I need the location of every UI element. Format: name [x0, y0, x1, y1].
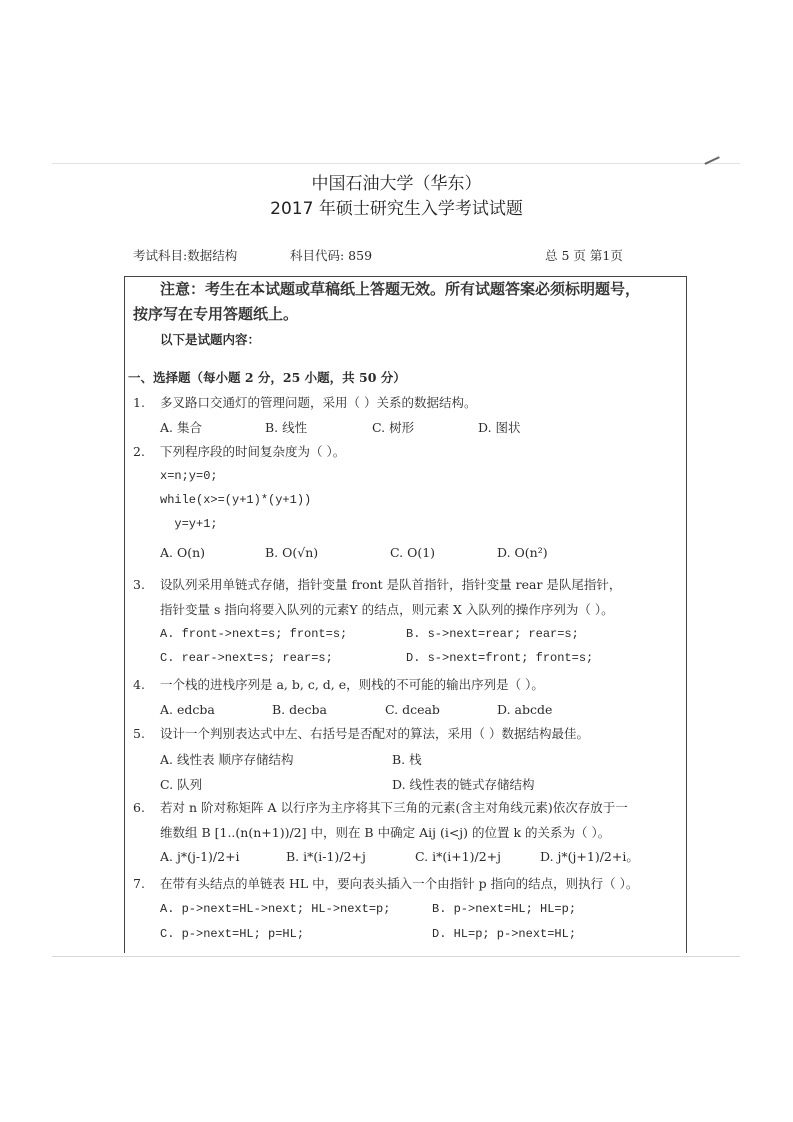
- option-d: D. s->next=front; front=s;: [406, 651, 594, 665]
- option-d: D. 图状: [478, 420, 521, 435]
- option-a: A. j*(j-1)/2+i: [160, 849, 240, 864]
- question-text: 设计一个判别表达式中左、右括号是否配对的算法，采用（ ）数据结构最佳。: [160, 726, 589, 741]
- notice-line-2: 按序写在专用答题纸上。: [133, 305, 299, 323]
- code-line: x=n;y=0;: [160, 469, 218, 483]
- option-b: B. 栈: [392, 752, 422, 767]
- code-line: while(x>=(y+1)*(y+1)): [160, 493, 312, 507]
- option-b: B. i*(i-1)/2+j: [286, 849, 366, 864]
- question-number: 2.: [133, 444, 145, 459]
- code-line: y=y+1;: [160, 517, 218, 531]
- option-a: A. 集合: [160, 420, 202, 435]
- question-text: 下列程序段的时间复杂度为（ ）。: [160, 444, 346, 459]
- option-b: B. 线性: [265, 420, 308, 435]
- option-b: B. s->next=rear; rear=s;: [406, 627, 579, 641]
- page-count: 总 5 页 第1页: [545, 248, 623, 263]
- option-c: C. dceab: [385, 702, 440, 717]
- option-a: A. edcba: [160, 702, 215, 717]
- question-number: 1.: [133, 395, 145, 410]
- option-b: B. p->next=HL; HL=p;: [432, 902, 577, 916]
- exam-subject: 考试科目:数据结构: [133, 248, 238, 263]
- option-a: A. p->next=HL->next; HL->next=p;: [160, 902, 391, 916]
- option-c: C. i*(i+1)/2+j: [415, 849, 502, 864]
- option-b: B. O(√n): [265, 545, 319, 560]
- question-text: 多叉路口交通灯的管理问题，采用（ ）关系的数据结构。: [160, 395, 477, 410]
- question-number: 5.: [133, 726, 145, 741]
- university-title: 中国石油大学（华东）: [311, 174, 482, 194]
- option-a: A. front->next=s; front=s;: [160, 627, 348, 641]
- option-d: D. j*(j+1)/2+i。: [540, 849, 639, 864]
- question-text: 在带有头结点的单链表 HL 中，要向表头插入一个由指针 p 指向的结点，则执行（ ）。: [160, 876, 639, 891]
- question-text: 若对 n 阶对称矩阵 A 以行序为主序将其下三角的元素(含主对角线元素)依次存放于一: [160, 800, 628, 815]
- question-text: 指针变量 s 指向将要入队列的元素Y 的结点，则元素 X 入队列的操作序列为（ ）。: [160, 602, 614, 617]
- question-number: 6.: [133, 800, 145, 815]
- question-text: 维数组 B [1..(n(n+1))/2] 中，则在 B 中确定 Aij (i<j) 的位置 k 的关系为（ ）。: [160, 825, 611, 840]
- question-number: 3.: [133, 577, 145, 592]
- option-c: C. p->next=HL; p=HL;: [160, 927, 305, 941]
- content-intro: 以下是试题内容：: [160, 332, 261, 347]
- option-d: D. O(n²): [497, 545, 548, 560]
- notice-line-1: 注意：考生在本试题或草稿纸上答题无效。所有试题答案必须标明题号，: [160, 280, 641, 298]
- question-text: 一个栈的进栈序列是 a, b, c, d, e，则栈的不可能的输出序列是（ ）。: [160, 677, 544, 692]
- option-b: B. decba: [272, 702, 327, 717]
- option-d: D. 线性表的链式存储结构: [392, 777, 535, 792]
- option-c: C. 队列: [160, 777, 203, 792]
- subject-code: 科目代码: 859: [290, 248, 373, 263]
- option-a: A. O(n): [160, 545, 206, 560]
- section-heading: 一、选择题（每小题 2 分，25 小题，共 50 分）: [128, 370, 406, 385]
- option-d: D. HL=p; p->next=HL;: [432, 927, 577, 941]
- question-number: 4.: [133, 677, 145, 692]
- option-d: D. abcde: [497, 702, 553, 717]
- option-c: C. O(1): [390, 545, 436, 560]
- exam-title: 2017 年硕士研究生入学考试试题: [270, 199, 523, 219]
- question-number: 7.: [133, 876, 145, 891]
- option-c: C. 树形: [372, 420, 415, 435]
- option-a: A. 线性表 顺序存储结构: [160, 752, 294, 767]
- option-c: C. rear->next=s; rear=s;: [160, 651, 333, 665]
- question-text: 设队列采用单链式存储，指针变量 front 是队首指针，指针变量 rear 是队尾指针，: [160, 577, 622, 592]
